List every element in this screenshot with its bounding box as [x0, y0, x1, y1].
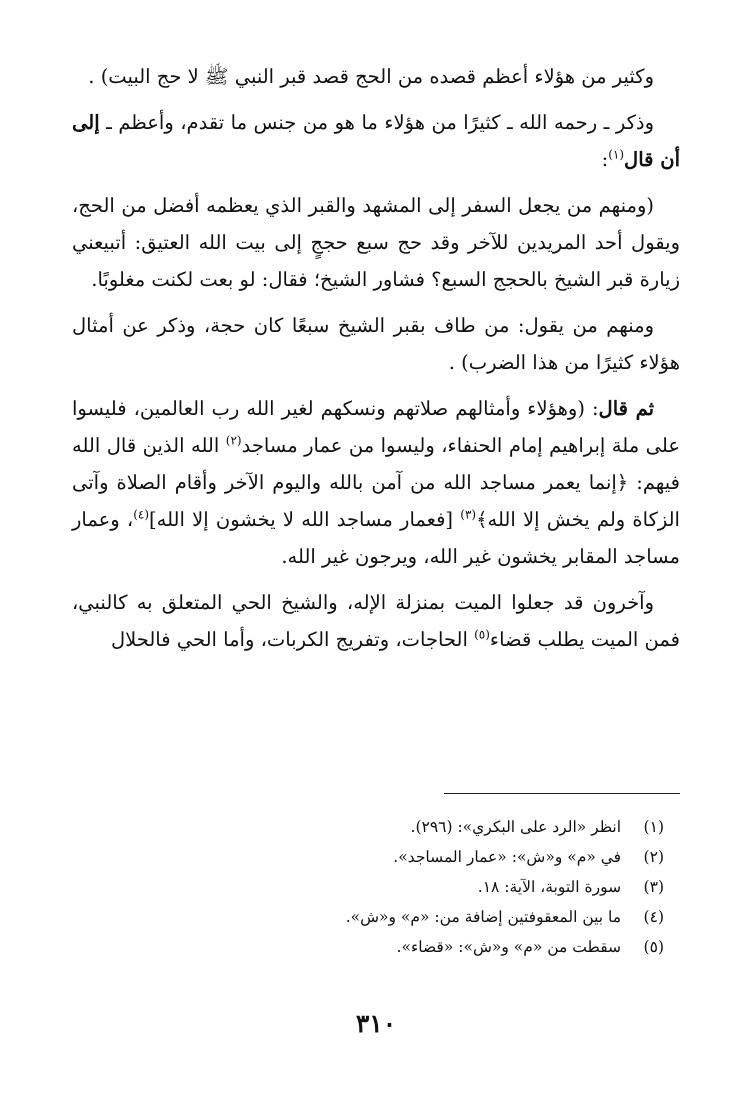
paragraph-3 [72, 187, 680, 298]
paragraph-5 [72, 390, 680, 575]
footnote-text: انظر «الرد على البكري»: (٢٩٦). [410, 818, 622, 836]
paragraph-text: ومنهم من يقول: من طاف بقبر الشيخ سبعًا كان حجة، وذكر عن أمثال هؤلاء كثيرًا من هذا الضرب) . [72, 314, 680, 374]
paragraph-text: الله الذين قال الله فيهم: ﴿إنما يعمر مساجد الله من آمن بالله واليوم الآخر وأقام الصلاة وآتى الزكاة ولم يخش إلا الله﴾ [72, 434, 680, 531]
footnote-5 [72, 932, 664, 962]
paragraph-text: وذكر ـ رحمه الله ـ كثيرًا من هؤلاء ما هو من جنس ما تقدم، وأعظم ـ [99, 111, 654, 134]
footnote-1 [72, 812, 664, 842]
bold-phrase: ثم قال [598, 397, 654, 420]
paragraph-text: (ومنهم من يجعل السفر إلى المشهد والقبر الذي يعظمه أفضل من الحج، ويقول أحد المريدين للآخر وقد حج سبع حججٍ إلى بيت الله العتيق: أتبيعني زيارة قبر الشيخ بالحجج السبع؟ فشاور الشيخ؛ فقال: لو بعت لكنت مغلوبًا. [72, 194, 680, 291]
footnote-marker-5: (٥) [474, 627, 490, 642]
paragraph-4 [72, 307, 680, 381]
footnote-number: (٥) [643, 938, 664, 956]
footnotes [72, 812, 664, 962]
paragraph-text: وكثير من هؤلاء أعظم قصده من الحج قصد قبر النبي ﷺ لا حج البيت) . [88, 65, 654, 88]
footnote-number: (٤) [643, 908, 664, 926]
paragraph-1 [72, 58, 680, 95]
paragraph-2 [72, 104, 680, 178]
footnote-number: (١) [643, 818, 664, 836]
paragraph-text: : (وهؤلاء وأمثالهم صلاتهم ونسكهم لغير الله رب العالمين، فليسوا على ملة إبراهيم إمام الحنفاء، وليسوا من عمار مساجد [72, 397, 680, 457]
footnote-marker-1: (١) [608, 147, 625, 162]
paragraph-text: الحاجات، وتفريج الكربات، وأما الحي فالحلال [110, 628, 475, 651]
main-text [72, 58, 680, 667]
paragraph-text: وآخرون قد جعلوا الميت بمنزلة الإله، والشيخ الحي المتعلق به كالنبي، فمن الميت يطلب قضاء [72, 591, 680, 651]
footnote-4 [72, 902, 664, 932]
footnote-separator [444, 793, 680, 794]
footnote-marker-3: (٣) [460, 507, 477, 522]
footnote-text: سقطت من «م» و«ش»: «قضاء». [396, 938, 622, 956]
footnote-text: في «م» و«ش»: «عمار المساجد». [393, 848, 622, 866]
footnote-marker-4: (٤) [133, 507, 150, 522]
footnote-number: (٣) [643, 878, 664, 896]
footnote-3 [72, 872, 664, 902]
footnote-text: ما بين المعقوفتين إضافة من: «م» و«ش». [345, 908, 622, 926]
paragraph-6 [72, 584, 680, 658]
bold-phrase: إلى أن قال [72, 111, 680, 171]
paragraph-text: ، وعمار مساجد المقابر يخشون غير الله، ويرجون غير الله. [72, 508, 680, 568]
page-number: ٣١٠ [355, 1009, 397, 1038]
paragraph-text: : [601, 148, 609, 171]
footnote-2 [72, 842, 664, 872]
footnote-number: (٢) [643, 848, 664, 866]
paragraph-text: [فعمار مساجد الله لا يخشون إلا الله] [149, 508, 461, 531]
footnote-marker-2: (٢) [225, 433, 242, 448]
footnote-text: سورة التوبة، الآية: ١٨. [477, 878, 622, 896]
